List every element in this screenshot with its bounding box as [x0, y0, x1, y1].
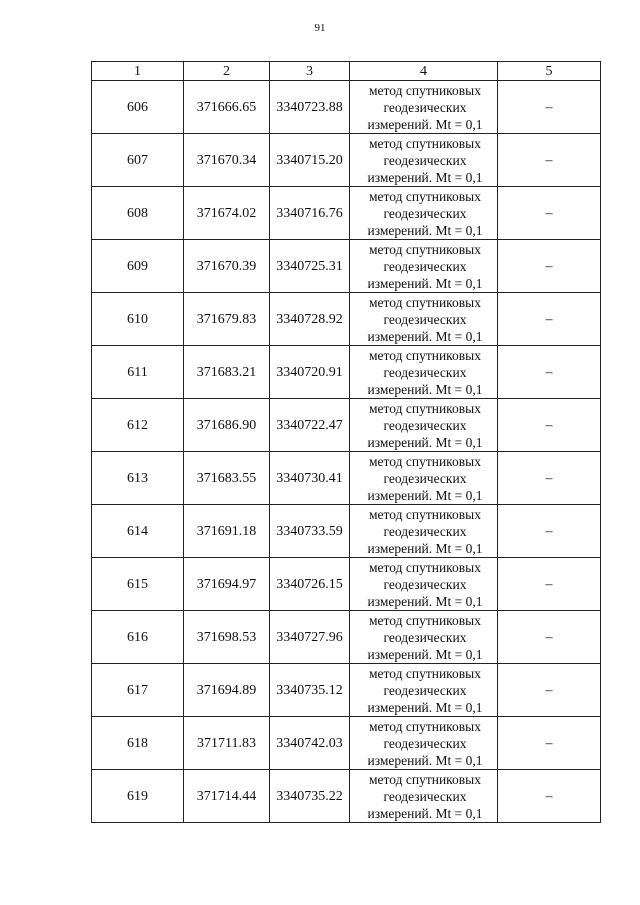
- table-row: [92, 293, 601, 346]
- table-row: [92, 611, 601, 664]
- method-line: измерений. Mt = 0,1: [367, 699, 483, 715]
- point-cell: 615: [92, 558, 184, 611]
- column-header: 1: [92, 62, 184, 81]
- point-cell: 608: [92, 187, 184, 240]
- method-line: метод спутниковых: [369, 453, 481, 469]
- method-cell: [350, 134, 498, 187]
- method-line: метод спутниковых: [369, 135, 481, 151]
- table-row: [92, 187, 601, 240]
- coordinates-table: [91, 61, 601, 823]
- note-cell: –: [498, 187, 601, 240]
- y-coordinate-cell: 3340720.91: [270, 346, 350, 399]
- point-cell: 614: [92, 505, 184, 558]
- method-cell: [350, 558, 498, 611]
- x-coordinate-cell: 371670.39: [184, 240, 270, 293]
- y-coordinate-cell: 3340715.20: [270, 134, 350, 187]
- y-coordinate-cell: 3340730.41: [270, 452, 350, 505]
- method-line: геодезических: [383, 205, 467, 221]
- method-line: измерений. Mt = 0,1: [367, 381, 483, 397]
- x-coordinate-cell: 371670.34: [184, 134, 270, 187]
- table-row: [92, 664, 601, 717]
- page-number: 91: [314, 22, 326, 34]
- y-coordinate-cell: 3340722.47: [270, 399, 350, 452]
- method-line: измерений. Mt = 0,1: [367, 434, 483, 450]
- y-coordinate-cell: 3340726.15: [270, 558, 350, 611]
- note-cell: –: [498, 240, 601, 293]
- method-line: метод спутниковых: [369, 612, 481, 628]
- y-coordinate-cell: 3340735.12: [270, 664, 350, 717]
- table-row: [92, 399, 601, 452]
- method-line: геодезических: [383, 682, 467, 698]
- note-cell: –: [498, 717, 601, 770]
- y-coordinate-cell: 3340725.31: [270, 240, 350, 293]
- x-coordinate-cell: 371683.21: [184, 346, 270, 399]
- x-coordinate-cell: 371691.18: [184, 505, 270, 558]
- x-coordinate-cell: 371694.89: [184, 664, 270, 717]
- y-coordinate-cell: 3340723.88: [270, 81, 350, 134]
- note-cell: –: [498, 293, 601, 346]
- method-line: геодезических: [383, 99, 467, 115]
- method-line: метод спутниковых: [369, 400, 481, 416]
- method-cell: [350, 611, 498, 664]
- column-header: 2: [184, 62, 270, 81]
- y-coordinate-cell: 3340735.22: [270, 770, 350, 823]
- x-coordinate-cell: 371686.90: [184, 399, 270, 452]
- method-line: геодезических: [383, 788, 467, 804]
- point-cell: 616: [92, 611, 184, 664]
- method-line: геодезических: [383, 311, 467, 327]
- y-coordinate-cell: 3340727.96: [270, 611, 350, 664]
- method-line: метод спутниковых: [369, 188, 481, 204]
- method-line: измерений. Mt = 0,1: [367, 540, 483, 556]
- method-line: метод спутниковых: [369, 665, 481, 681]
- column-header: 4: [350, 62, 498, 81]
- method-cell: [350, 505, 498, 558]
- method-cell: [350, 81, 498, 134]
- method-cell: [350, 770, 498, 823]
- note-cell: –: [498, 770, 601, 823]
- x-coordinate-cell: 371674.02: [184, 187, 270, 240]
- x-coordinate-cell: 371694.97: [184, 558, 270, 611]
- method-line: измерений. Mt = 0,1: [367, 222, 483, 238]
- method-line: геодезических: [383, 576, 467, 592]
- method-line: измерений. Mt = 0,1: [367, 805, 483, 821]
- method-line: метод спутниковых: [369, 559, 481, 575]
- point-cell: 609: [92, 240, 184, 293]
- note-cell: –: [498, 346, 601, 399]
- table-row: [92, 452, 601, 505]
- x-coordinate-cell: 371714.44: [184, 770, 270, 823]
- x-coordinate-cell: 371679.83: [184, 293, 270, 346]
- note-cell: –: [498, 452, 601, 505]
- table-header-row: [92, 62, 601, 81]
- y-coordinate-cell: 3340716.76: [270, 187, 350, 240]
- method-line: измерений. Mt = 0,1: [367, 593, 483, 609]
- method-cell: [350, 346, 498, 399]
- method-line: геодезических: [383, 523, 467, 539]
- table-row: [92, 770, 601, 823]
- method-cell: [350, 717, 498, 770]
- method-line: геодезических: [383, 629, 467, 645]
- note-cell: –: [498, 81, 601, 134]
- method-line: измерений. Mt = 0,1: [367, 487, 483, 503]
- method-line: метод спутниковых: [369, 718, 481, 734]
- point-cell: 610: [92, 293, 184, 346]
- column-header: 5: [498, 62, 601, 81]
- method-line: измерений. Mt = 0,1: [367, 169, 483, 185]
- y-coordinate-cell: 3340733.59: [270, 505, 350, 558]
- method-cell: [350, 399, 498, 452]
- y-coordinate-cell: 3340742.03: [270, 717, 350, 770]
- point-cell: 612: [92, 399, 184, 452]
- method-line: метод спутниковых: [369, 294, 481, 310]
- point-cell: 618: [92, 717, 184, 770]
- method-line: измерений. Mt = 0,1: [367, 275, 483, 291]
- x-coordinate-cell: 371698.53: [184, 611, 270, 664]
- method-line: геодезических: [383, 470, 467, 486]
- method-cell: [350, 452, 498, 505]
- y-coordinate-cell: 3340728.92: [270, 293, 350, 346]
- method-cell: [350, 187, 498, 240]
- method-line: геодезических: [383, 364, 467, 380]
- table-row: [92, 717, 601, 770]
- method-line: геодезических: [383, 735, 467, 751]
- point-cell: 606: [92, 81, 184, 134]
- method-line: метод спутниковых: [369, 347, 481, 363]
- point-cell: 617: [92, 664, 184, 717]
- method-line: измерений. Mt = 0,1: [367, 328, 483, 344]
- point-cell: 613: [92, 452, 184, 505]
- table-row: [92, 505, 601, 558]
- method-line: метод спутниковых: [369, 506, 481, 522]
- method-cell: [350, 240, 498, 293]
- table-row: [92, 558, 601, 611]
- point-cell: 611: [92, 346, 184, 399]
- column-header: 3: [270, 62, 350, 81]
- x-coordinate-cell: 371711.83: [184, 717, 270, 770]
- method-line: измерений. Mt = 0,1: [367, 646, 483, 662]
- method-line: геодезических: [383, 152, 467, 168]
- method-line: геодезических: [383, 258, 467, 274]
- table-row: [92, 346, 601, 399]
- table-body: [92, 62, 601, 823]
- table-row: [92, 81, 601, 134]
- table-row: [92, 240, 601, 293]
- note-cell: –: [498, 664, 601, 717]
- x-coordinate-cell: 371683.55: [184, 452, 270, 505]
- method-cell: [350, 664, 498, 717]
- point-cell: 619: [92, 770, 184, 823]
- note-cell: –: [498, 611, 601, 664]
- point-cell: 607: [92, 134, 184, 187]
- x-coordinate-cell: 371666.65: [184, 81, 270, 134]
- method-line: геодезических: [383, 417, 467, 433]
- note-cell: –: [498, 558, 601, 611]
- method-line: измерений. Mt = 0,1: [367, 752, 483, 768]
- table-row: [92, 134, 601, 187]
- method-line: метод спутниковых: [369, 771, 481, 787]
- note-cell: –: [498, 399, 601, 452]
- method-cell: [350, 293, 498, 346]
- method-line: метод спутниковых: [369, 241, 481, 257]
- method-line: метод спутниковых: [369, 82, 481, 98]
- note-cell: –: [498, 505, 601, 558]
- method-line: измерений. Mt = 0,1: [367, 116, 483, 132]
- note-cell: –: [498, 134, 601, 187]
